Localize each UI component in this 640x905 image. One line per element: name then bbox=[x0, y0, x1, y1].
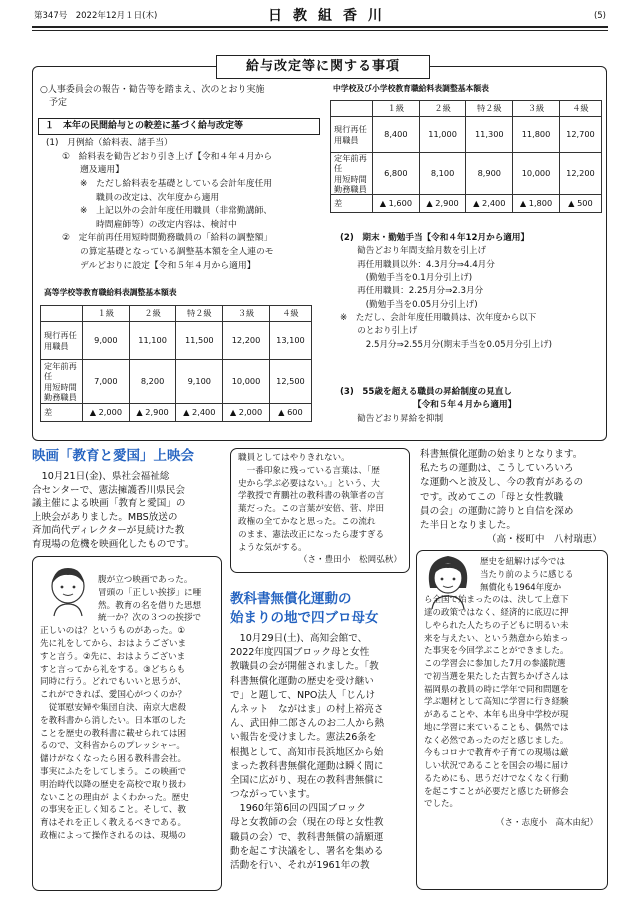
text-line: 従軍慰安婦や集団自決、南京大虐殺 bbox=[40, 702, 187, 713]
table-cell: ▲ 2,900 bbox=[419, 195, 466, 213]
row-label: 定年前再任 用短時間 勤務職員 bbox=[41, 360, 83, 404]
text-line: た半日となりました。 bbox=[420, 519, 516, 531]
text-line: 明治時代以降の歴史を高校で取り扱わ bbox=[40, 779, 187, 790]
text-line: で」と題して、NPO法人「じんけ bbox=[230, 689, 376, 701]
intro-text bbox=[40, 84, 320, 110]
textbook-title-line: 教科書無償化運動の bbox=[230, 591, 352, 607]
table-row bbox=[41, 322, 312, 360]
table-row bbox=[41, 360, 312, 404]
text-line: ことを歴史の教科書に載せられては困 bbox=[40, 728, 187, 739]
movie-reaction-text bbox=[40, 574, 220, 843]
text-line: い報告を受けました。憲法26条を bbox=[230, 732, 377, 744]
textbook-body bbox=[230, 632, 410, 873]
text-line: 私たちの運動は、こうしていろいろ bbox=[420, 463, 574, 475]
text-line: 達の政策ではなく、経済的に底辺に押 bbox=[424, 608, 569, 618]
text-line: んネット ながはま」の村上裕亮さ bbox=[230, 703, 384, 715]
text-line: つながっています。 bbox=[230, 789, 316, 801]
table-cell: 11,100 bbox=[129, 322, 176, 360]
text-line: 2022年度四国ブロック母と女性 bbox=[230, 647, 370, 659]
newsletter-title: 日教組香川 bbox=[268, 8, 393, 24]
text-line: るためにも、思うだけでなくなく行動 bbox=[424, 773, 569, 784]
text-line: 動を起こす決議をし、署名を集める bbox=[230, 845, 384, 857]
text-line: の事実を正しく知ること。そして、教 bbox=[40, 805, 186, 816]
section3-body bbox=[340, 386, 605, 426]
text-line: デルどおりに設定【令和５年４月から適用】 bbox=[80, 260, 256, 271]
table-high bbox=[40, 305, 312, 422]
table-header-cell: ３級 bbox=[223, 306, 270, 322]
table-cell: 9,100 bbox=[176, 360, 223, 404]
text-line: 同時に行う。どれでもいいと思うが、 bbox=[40, 677, 187, 688]
table-cell: 12,500 bbox=[269, 360, 311, 404]
text-line: 福岡県の教員の時に学年で同和問題を bbox=[424, 684, 569, 695]
table-cell: 11,000 bbox=[419, 117, 466, 153]
table-cell: ▲ 2,900 bbox=[129, 404, 176, 422]
table-header-cell bbox=[41, 306, 83, 322]
table-header-cell: １級 bbox=[83, 306, 130, 322]
text-line: しい状況であることを国会の場に届け bbox=[424, 761, 569, 771]
table-row bbox=[331, 195, 602, 213]
table-cell: ▲ 2,000 bbox=[83, 404, 130, 422]
text-line: 上映会がありました。MBS放送の bbox=[32, 511, 178, 523]
text-line: 政権によって操作されるのは、現場の bbox=[40, 830, 187, 841]
table-row bbox=[331, 153, 602, 195]
text-line: のとおり引上げ bbox=[340, 326, 418, 337]
table-cell: 12,700 bbox=[559, 117, 601, 153]
textbook-title bbox=[230, 590, 379, 627]
text-line: 10月21日(金)、県社会福祉総 bbox=[32, 471, 170, 482]
text-line: ような気がする。 bbox=[238, 542, 307, 553]
table-header-cell bbox=[331, 101, 373, 117]
section2-heading: (2) 期末・勤勉手当【令和４年12月から適用】 bbox=[340, 233, 530, 243]
row-label: 現行再任 用職員 bbox=[41, 322, 83, 360]
text-line: 議主催による映画「教育と愛国」の bbox=[32, 498, 186, 510]
textbook-title-line: 始まりの地で四ブロ母女 bbox=[230, 609, 379, 626]
table-cell: 12,200 bbox=[223, 322, 270, 360]
text-line: 根拠として、高知市長浜地区から始 bbox=[230, 746, 384, 758]
text-line: まった教科書無償化運動は瞬く間に bbox=[230, 760, 384, 772]
text-line: しやられた人たちの子どもに明るい未 bbox=[424, 620, 569, 631]
table-cell: 6,800 bbox=[373, 153, 420, 195]
table-cell: 8,400 bbox=[373, 117, 420, 153]
text-line: 政権の全てかなと思った。この流れ bbox=[238, 516, 376, 527]
text-line: 勧告どおり年間支給月数を引上げ bbox=[340, 246, 487, 257]
issue-date: 第347号 2022年12月１日(木) bbox=[34, 11, 158, 21]
text-line: 無償化も1964年度か bbox=[480, 582, 562, 593]
text-line: ② 定年前再任用短時間勤務職員の「給料の調整額」 bbox=[62, 233, 273, 244]
text-line: 合センターで、憲法擁護香川県民会 bbox=[32, 484, 185, 496]
header-rule bbox=[32, 26, 608, 28]
text-line: 育現場の危機を映画化したものです。 bbox=[32, 539, 195, 551]
header-rule-thin bbox=[32, 30, 608, 31]
text-line: 地に学習に来ていることも、偶然では bbox=[424, 722, 569, 733]
text-line: (1) 月例給（給料表、諸手当） bbox=[46, 138, 173, 148]
text-line: のまま、憲法改正になったら凄すぎる bbox=[238, 529, 385, 540]
section2-body bbox=[340, 232, 605, 352]
text-line: 統一か？次の３つの挨拶で bbox=[98, 613, 202, 624]
table-cell: 8,200 bbox=[129, 360, 176, 404]
text-line: 勧告どおり昇給を抑制 bbox=[340, 413, 444, 424]
text-line: ないことの理由が よくわかった。歴史 bbox=[40, 792, 189, 803]
textbook-reaction-signature: （さ・志度小 高木由紀） bbox=[495, 818, 598, 828]
text-line: 来を与えたい、という熱意から始まっ bbox=[424, 633, 569, 644]
table-row bbox=[41, 404, 312, 422]
text-line: で初当選を果たした古賀ちかげさんは bbox=[424, 671, 569, 682]
text-line: た事実を今回学ぶことができました。 bbox=[424, 646, 569, 657]
text-line: この学習会に参加した7月の参議院選 bbox=[424, 659, 566, 669]
text-line: (勤勉手当を0.05月分引上げ) bbox=[340, 299, 478, 310]
table-cell: 8,100 bbox=[419, 153, 466, 195]
text-line: 10月29日(土)、高知会館で、 bbox=[230, 633, 368, 644]
table-header-cell: 特２級 bbox=[466, 101, 513, 117]
section1-heading: １ 本年の民間給与との較差に基づく給与改定等 bbox=[38, 118, 320, 135]
text-line: 員の会」の運動に誇りと自信を深め bbox=[420, 505, 574, 517]
text-line: ※ ただし給料表を基礎としている会計年度任用 bbox=[80, 178, 273, 189]
text-line: なく必然であったのだと感じました。 bbox=[424, 735, 569, 746]
textbook-signature: （高・桜町中 八村瑞恵） bbox=[486, 534, 602, 546]
text-line: すと言ってから礼をする。③どちらも bbox=[40, 664, 186, 675]
text-line: があることや、本年も出身中学校が現 bbox=[424, 710, 569, 720]
text-line: 全国に広がり、現在の教科書無償に bbox=[230, 774, 384, 786]
text-line: 史から学ぶ必要はない。」という、大 bbox=[238, 478, 380, 489]
text-line: 歴史を紐解けば今では bbox=[480, 557, 566, 567]
text-line: 冒頭の「正しい挨拶」に唖 bbox=[98, 587, 202, 598]
text-line: 1960年第6回の四国ブロック bbox=[230, 803, 366, 815]
intro-line: 予定 bbox=[40, 98, 68, 109]
table-cell: 11,300 bbox=[466, 117, 513, 153]
section-banner: 給与改定等に関する事項 bbox=[216, 55, 430, 79]
text-line: すと言う。②先に、おはようございま bbox=[40, 651, 186, 662]
text-line: 再任用職員以外：4.3月分⇒4.4月分 bbox=[340, 259, 495, 270]
text-line: ① 給料表を勧告どおり引き上げ【令和４年４月から bbox=[62, 151, 273, 162]
text-line: 斉加尚代ディレクターが見続けた教 bbox=[32, 525, 185, 537]
textbook-reaction-text bbox=[424, 556, 606, 830]
row-label: 定年前再任 用短時間 勤務職員 bbox=[331, 153, 373, 195]
text-line: 学教授で育鵬社の教科書の執筆者の言 bbox=[238, 491, 385, 502]
table-cell: ▲ 500 bbox=[559, 195, 601, 213]
table-cell: ▲ 600 bbox=[269, 404, 311, 422]
table-header-cell: ２級 bbox=[129, 306, 176, 322]
table-header-row bbox=[41, 306, 312, 322]
section3-heading: (3) 55歳を超える職員の昇給制度の見直し bbox=[340, 387, 512, 397]
text-line: ん、武田伸二郎さんのお二人から熱 bbox=[230, 718, 385, 730]
text-line: ※ ただし、会計年度任用職員は、次年度から以下 bbox=[340, 312, 537, 323]
text-line: です。改めてこの「母と女性教職 bbox=[420, 491, 564, 503]
text-line: 科書無償化運動の歴史を受け継い bbox=[230, 675, 374, 687]
table-cell: 10,000 bbox=[223, 360, 270, 404]
text-line: 科書無償化運動の始まりとなります。 bbox=[420, 449, 583, 460]
table-cell: 7,000 bbox=[83, 360, 130, 404]
text-line: の算定基礎となっている調整基本額を全人連のモ bbox=[80, 247, 274, 257]
text-line: 教職員の会が開催されました。「教 bbox=[230, 661, 379, 673]
table-header-cell: ２級 bbox=[419, 101, 466, 117]
table-header-cell: ３級 bbox=[513, 101, 560, 117]
text-line: でした。 bbox=[424, 799, 459, 810]
text-line: 活動を行い、それが1961年の教 bbox=[230, 860, 370, 871]
text-line: 儲けがなくなったら困る教科書会社。 bbox=[40, 754, 187, 765]
movie-signature: （さ・豊田小 松岡弘秋） bbox=[298, 555, 402, 566]
movie-reaction-cont-text bbox=[238, 452, 408, 567]
row-label: 差 bbox=[331, 195, 373, 213]
table-cell: 12,200 bbox=[559, 153, 601, 195]
text-line: ※ 上記以外の会計年度任用職員（非常勤講師、 bbox=[80, 206, 273, 217]
text-line: 然。教育の名を借りた思想 bbox=[98, 600, 202, 611]
table-cell: 8,900 bbox=[466, 153, 513, 195]
table-header-cell: ４級 bbox=[269, 306, 311, 322]
text-line: を教科書から消したい。日本軍のした bbox=[40, 715, 187, 726]
table-cell: ▲ 2,000 bbox=[223, 404, 270, 422]
text-line: 当たり前のように感じる bbox=[480, 569, 574, 580]
page-number: (5) bbox=[593, 11, 606, 21]
row-label: 差 bbox=[41, 404, 83, 422]
table-cell: ▲ 1,800 bbox=[513, 195, 560, 213]
table-header-row bbox=[331, 101, 602, 117]
table-cell: 11,500 bbox=[176, 322, 223, 360]
text-line: 時間雇師等）の改定内容は、検討中 bbox=[96, 219, 237, 230]
table-cell: 13,100 bbox=[269, 322, 311, 360]
table-row bbox=[331, 117, 602, 153]
text-line: るので、文科省からのプレッシャー。 bbox=[40, 741, 185, 752]
text-line: 学ぶ題材として高知に学習に行き経験 bbox=[424, 697, 569, 708]
text-line: 育はそれを正しく教えるべきである。 bbox=[40, 818, 187, 829]
table-cell: ▲ 2,400 bbox=[176, 404, 223, 422]
text-line: 正しいのは？というものがあった。① bbox=[40, 626, 186, 637]
text-line: 遡及適用】 bbox=[80, 165, 124, 176]
table-mid bbox=[330, 100, 602, 213]
text-line: ら全国で始まったのは、決して上意下 bbox=[424, 595, 569, 606]
table-cell: ▲ 2,400 bbox=[466, 195, 513, 213]
text-line: これができれば、愛国心がつくのか？ bbox=[40, 690, 187, 701]
text-line: 再任用職員：2.25月分⇒2.3月分 bbox=[340, 286, 484, 297]
text-line: 職員の改定は、次年度から適用 bbox=[96, 192, 220, 203]
text-line: (勤勉手当を0.1月分引上げ) bbox=[340, 272, 473, 283]
row-label: 現行再任 用職員 bbox=[331, 117, 373, 153]
table-header-cell: ４級 bbox=[559, 101, 601, 117]
textbook-body-cont bbox=[420, 448, 610, 547]
text-line: 葉だった。この言葉が安倍、菅、岸田 bbox=[238, 504, 385, 515]
table-cell: 10,000 bbox=[513, 153, 560, 195]
table-cell: ▲ 1,600 bbox=[373, 195, 420, 213]
table-mid-caption: 中学校及び小学校教育職給料表調整基本額表 bbox=[333, 84, 489, 93]
intro-line: ○人事委員会の報告・勧告等を踏まえ、次のとおり実施 bbox=[40, 85, 265, 95]
text-line: 職員としてはやりきれない。 bbox=[238, 453, 350, 463]
table-cell: 11,800 bbox=[513, 117, 560, 153]
text-line: 一番印象に残っている言葉は、「歴 bbox=[238, 465, 380, 476]
text-line: を起こすことが必要だと感じた研修会 bbox=[424, 786, 569, 797]
text-line: 職員の会）で、教科書無償の請願運 bbox=[230, 831, 384, 843]
table-high-caption: 高等学校等教育職給料表調整基本額表 bbox=[44, 288, 177, 297]
table-header-cell: 特２級 bbox=[176, 306, 223, 322]
movie-body bbox=[32, 470, 222, 552]
text-line: 腹が立つ映画であった。 bbox=[98, 575, 193, 585]
table-header-cell: １級 bbox=[373, 101, 420, 117]
section1-body bbox=[46, 137, 326, 273]
text-line: 今もコロナで教育や子育ての現場は厳 bbox=[424, 748, 569, 759]
text-line: 事実にふたをしてしまう。この映画で bbox=[40, 766, 187, 777]
text-line: 母と女教師の会（現在の母と女性教 bbox=[230, 817, 384, 829]
text-line: 2.5月分⇒2.55月分(期末手当を0.05月分引上げ) bbox=[340, 339, 552, 350]
movie-title: 映画「教育と愛国」上映会 bbox=[32, 448, 194, 464]
text-line: 先に礼をしてから、おはようございま bbox=[40, 638, 187, 649]
text-line: な運動へと波及し、今の教育があるの bbox=[420, 477, 584, 489]
table-cell: 9,000 bbox=[83, 322, 130, 360]
text-line: 【令和５年４月から適用】 bbox=[340, 400, 517, 411]
